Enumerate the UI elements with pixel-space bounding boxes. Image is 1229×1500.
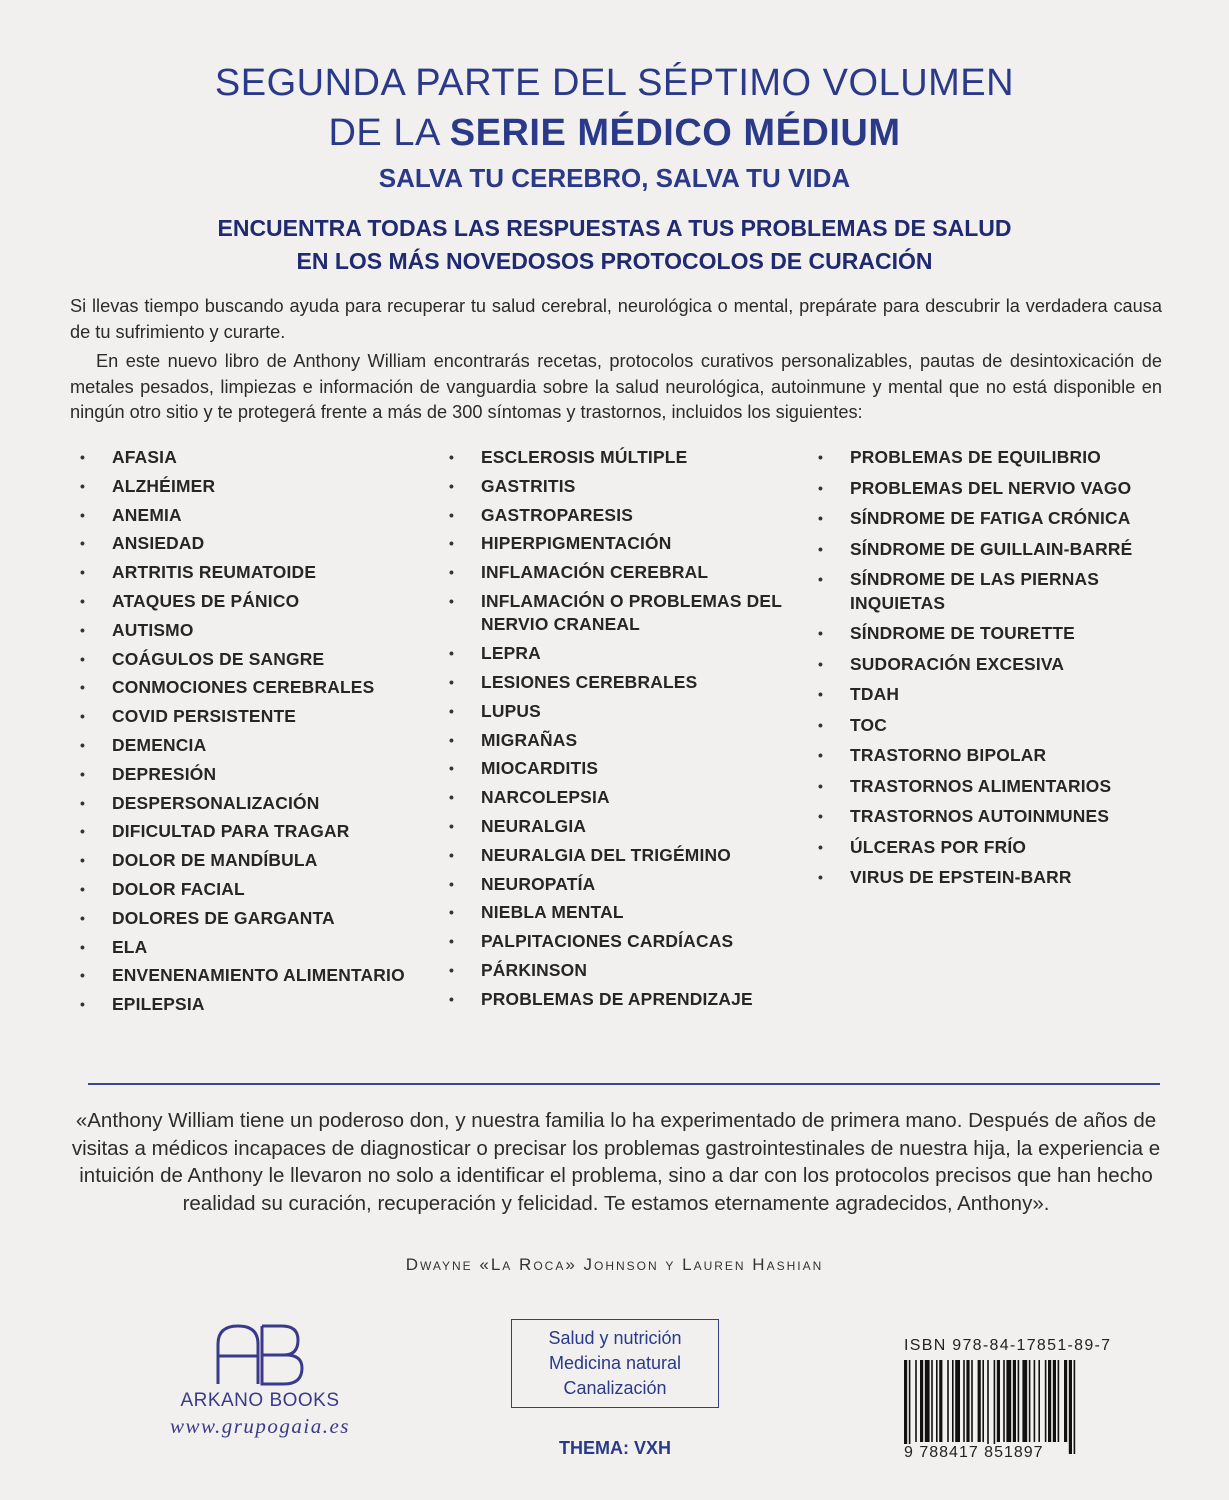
- series-heading-line2: [0, 108, 1229, 158]
- series-heading-prefix: DE LA: [328, 112, 450, 154]
- condition-item: • VIRUS DE EPSTEIN-BARR: [813, 866, 1153, 890]
- condition-item: • EPILEPSIA: [75, 993, 415, 1017]
- condition-item: • DOLOR FACIAL: [75, 878, 415, 902]
- condition-item: • NEURALGIA DEL TRIGÉMINO: [444, 844, 784, 868]
- condition-item: • NARCOLEPSIA: [444, 786, 784, 810]
- condition-item: • TRASTORNOS AUTOINMUNES: [813, 805, 1153, 829]
- section-divider: [88, 1083, 1160, 1085]
- testimonial-quote: «Anthony William tiene un poderoso don, y nuestra familia lo ha experimentado de primera mano. Después de años de visitas a médicos incapaces de diagnosticar o precisar los problemas gastrointestinales de nuestra hija, la experiencia e intuición de Anthony le llevaron no solo a identificar el problema, sino a dar con los protocolos precisos que han hecho realidad su curación, recuperación y felicidad. Te estamos eternamente agradecidos, Anthony».: [71, 1109, 1161, 1215]
- barcode-bar: [1064, 1360, 1067, 1442]
- barcode-bar: [1048, 1360, 1051, 1442]
- condition-item: • MIGRAÑAS: [444, 729, 784, 753]
- barcode-bar: [1022, 1360, 1027, 1442]
- condition-item: • NEURALGIA: [444, 815, 784, 839]
- tagline-line2: EN LOS MÁS NOVEDOSOS PROTOCOLOS DE CURACIÓN: [296, 248, 933, 274]
- condition-item: • TRASTORNOS ALIMENTARIOS: [813, 775, 1153, 799]
- condition-item: • ESCLEROSIS MÚLTIPLE: [444, 446, 784, 470]
- condition-item: • ALZHÉIMER: [75, 475, 415, 499]
- barcode-bar: [987, 1360, 989, 1454]
- condition-item: • MIOCARDITIS: [444, 757, 784, 781]
- condition-item: • ARTRITIS REUMATOIDE: [75, 561, 415, 585]
- category-box: [511, 1319, 719, 1408]
- tagline: [0, 212, 1229, 278]
- condition-item: • PÁRKINSON: [444, 959, 784, 983]
- condition-item: • NEUROPATÍA: [444, 873, 784, 897]
- barcode-bar: [1069, 1360, 1072, 1454]
- condition-item: • ENVENENAMIENTO ALIMENTARIO: [75, 964, 415, 988]
- barcode-bar: [1034, 1360, 1036, 1442]
- condition-item: • PROBLEMAS DEL NERVIO VAGO: [813, 477, 1153, 501]
- category-item: Canalización: [563, 1378, 667, 1398]
- condition-item: • TOC: [813, 714, 1153, 738]
- condition-item: • HIPERPIGMENTACIÓN: [444, 532, 784, 556]
- barcode-icon: [900, 1358, 1120, 1458]
- barcode-bar: [1074, 1360, 1076, 1454]
- condition-item: • SÍNDROME DE FATIGA CRÓNICA: [813, 507, 1153, 531]
- condition-item: • GASTROPARESIS: [444, 504, 784, 528]
- condition-item: • DEMENCIA: [75, 734, 415, 758]
- barcode-bar: [1006, 1360, 1011, 1442]
- intro-paragraph-2: En este nuevo libro de Anthony William encontrarás recetas, protocolos curativos personalizables, pautas de desintoxicación de metales pesados, limpiezas e información de vanguardia sobre la salud neurológica, autoinmune y mental que no está disponible en ningún otro sitio y te protegerá frente a más de 300 síntomas y trastornos, incluidos los siguientes:: [70, 351, 1162, 422]
- series-heading: [0, 58, 1229, 158]
- condition-item: • INFLAMACIÓN CEREBRAL: [444, 561, 784, 585]
- barcode-bar: [971, 1360, 973, 1442]
- barcode-bar: [952, 1360, 954, 1442]
- series-name: SERIE MÉDICO MÉDIUM: [449, 112, 901, 154]
- condition-item: • AFASIA: [75, 446, 415, 470]
- condition-item: • DIFICULTAD PARA TRAGAR: [75, 820, 415, 844]
- condition-item: • ANSIEDAD: [75, 532, 415, 556]
- condition-item: • LUPUS: [444, 700, 784, 724]
- condition-item: • LESIONES CEREBRALES: [444, 671, 784, 695]
- barcode-bar: [904, 1360, 907, 1454]
- condition-item: • INFLAMACIÓN O PROBLEMAS DEL NERVIO CRANEAL: [444, 590, 784, 637]
- category-item: Medicina natural: [548, 1353, 682, 1373]
- condition-item: • SÍNDROME DE GUILLAIN-BARRÉ: [813, 538, 1153, 562]
- series-heading-line1: SEGUNDA PARTE DEL SÉPTIMO VOLUMEN: [214, 62, 1015, 104]
- barcode-bar: [947, 1360, 949, 1442]
- condition-item: • TRASTORNO BIPOLAR: [813, 744, 1153, 768]
- conditions-column-3: [813, 446, 1153, 897]
- thema-code: THEMA: VXH: [559, 1438, 671, 1458]
- barcode-bar: [966, 1360, 969, 1442]
- barcode-bar: [982, 1360, 984, 1442]
- barcode-bar: [955, 1360, 960, 1442]
- condition-item: • PALPITACIONES CARDÍACAS: [444, 930, 784, 954]
- barcode-bar: [1045, 1360, 1047, 1442]
- condition-item: • DEPRESIÓN: [75, 763, 415, 787]
- intro-paragraph-1: Si llevas tiempo buscando ayuda para recuperar tu salud cerebral, neurológica o mental, prepárate para descubrir la verdadera causa de tu sufrimiento y curarte.: [70, 296, 1162, 342]
- barcode-number: 9 788417 851897: [904, 1444, 1044, 1461]
- condition-item: • COÁGULOS DE SANGRE: [75, 648, 415, 672]
- barcode-bar: [1003, 1360, 1005, 1442]
- tagline-line1: ENCUENTRA TODAS LAS RESPUESTAS A TUS PROBLEMAS DE SALUD: [217, 215, 1012, 241]
- condition-item: • ANEMIA: [75, 504, 415, 528]
- publisher-url[interactable]: www.grupogaia.es: [170, 1414, 350, 1438]
- barcode-bar: [925, 1360, 930, 1442]
- barcode-bar: [1058, 1360, 1060, 1442]
- barcode-bar: [920, 1360, 923, 1442]
- isbn-label: ISBN 978-84-17851-89-7: [904, 1337, 1112, 1354]
- barcode-bar: [997, 1360, 1000, 1442]
- barcode-bar: [1038, 1360, 1040, 1442]
- barcode-bar: [994, 1360, 996, 1454]
- category-item: Salud y nutrición: [548, 1328, 682, 1348]
- barcode-bar: [963, 1360, 965, 1442]
- condition-item: • DOLORES DE GARGANTA: [75, 907, 415, 931]
- book-subtitle: SALVA TU CEREBRO, SALVA TU VIDA: [378, 163, 851, 193]
- intro-text: [70, 294, 1162, 426]
- barcode-bar: [1029, 1360, 1031, 1442]
- condition-item: • PROBLEMAS DE APRENDIZAJE: [444, 988, 784, 1012]
- barcode-bar: [1018, 1360, 1020, 1442]
- barcode-bar: [1053, 1360, 1056, 1442]
- condition-item: • ELA: [75, 936, 415, 960]
- condition-item: • DOLOR DE MANDÍBULA: [75, 849, 415, 873]
- condition-item: • TDAH: [813, 683, 1153, 707]
- barcode-bar: [978, 1360, 981, 1442]
- condition-item: • GASTRITIS: [444, 475, 784, 499]
- conditions-column-2: [444, 446, 784, 1017]
- condition-item: • PROBLEMAS DE EQUILIBRIO: [813, 446, 1153, 470]
- barcode-bar: [915, 1360, 917, 1442]
- arkano-books-monogram-icon: [212, 1322, 308, 1386]
- condition-item: • NIEBLA MENTAL: [444, 901, 784, 925]
- condition-item: • DESPERSONALIZACIÓN: [75, 792, 415, 816]
- barcode-bar: [909, 1360, 911, 1454]
- condition-item: • SUDORACIÓN EXCESIVA: [813, 653, 1153, 677]
- publisher-name: ARKANO BOOKS: [180, 1390, 340, 1411]
- condition-item: • CONMOCIONES CEREBRALES: [75, 676, 415, 700]
- publisher-logo: [150, 1322, 370, 1439]
- barcode-bar: [936, 1360, 938, 1442]
- condition-item: • LEPRA: [444, 642, 784, 666]
- conditions-column-1: [75, 446, 415, 1022]
- condition-item: • ATAQUES DE PÁNICO: [75, 590, 415, 614]
- condition-item: • COVID PERSISTENTE: [75, 705, 415, 729]
- testimonial-attribution: Dwayne «La Roca» Johnson y Lauren Hashian: [405, 1255, 824, 1274]
- condition-item: • SÍNDROME DE TOURETTE: [813, 622, 1153, 646]
- condition-item: • AUTISMO: [75, 619, 415, 643]
- barcode-bar: [939, 1360, 942, 1442]
- condition-item: • SÍNDROME DE LAS PIERNAS INQUIETAS: [813, 568, 1153, 615]
- barcode-bar: [1013, 1360, 1016, 1442]
- barcode-bar: [931, 1360, 933, 1442]
- condition-item: • ÚLCERAS POR FRÍO: [813, 836, 1153, 860]
